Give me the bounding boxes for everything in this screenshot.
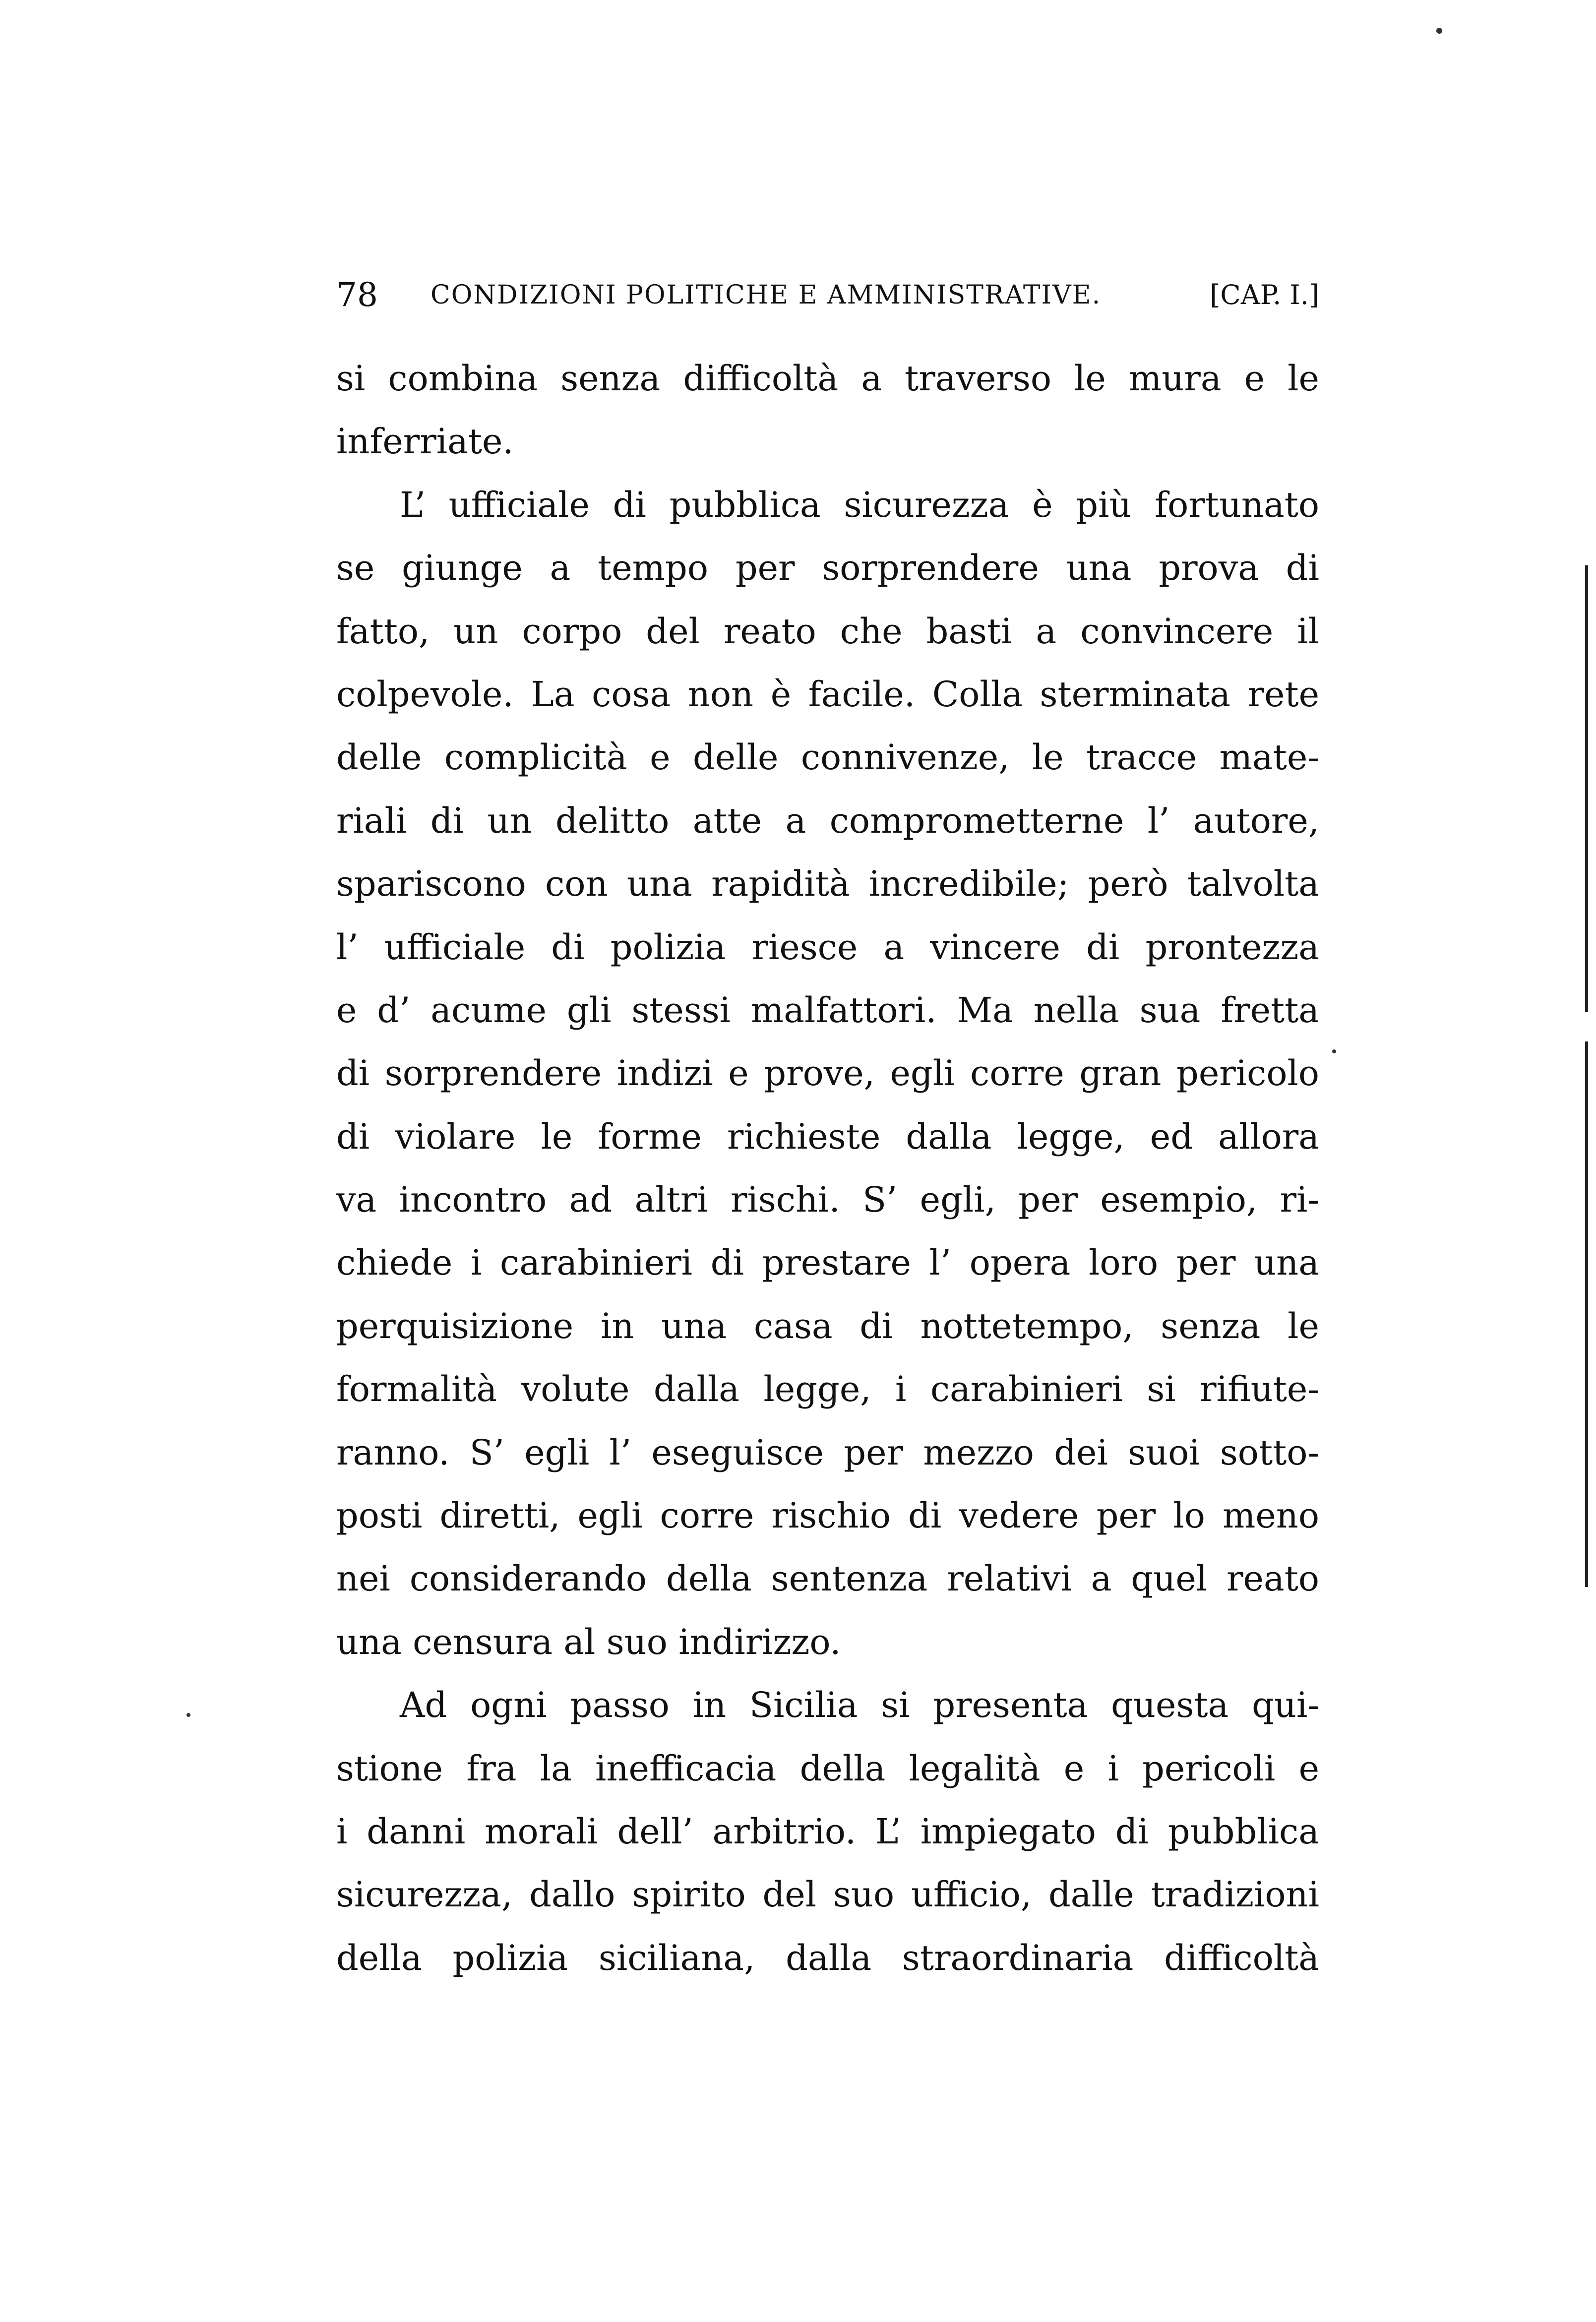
text-line: perquisizione in una casa di nottetempo, senza le (336, 1305, 1319, 1346)
text-line: va incontro ad altri rischi. S’ egli, per esempio, ri- (336, 1179, 1319, 1221)
page-number: 78 (336, 276, 378, 314)
scan-edge-shadow (1585, 1041, 1588, 1587)
chapter-label: [CAP. I.] (1210, 279, 1319, 310)
text-line: di violare le forme richieste dalla legge, ed allora (336, 1116, 1319, 1157)
text-line: si combina senza difficoltà a traverso le mura e le (336, 358, 1319, 399)
text-line: delle complicità e delle connivenze, le tracce mate- (336, 737, 1319, 778)
text-line: nei considerando della sentenza relativi a quel reato (336, 1558, 1319, 1599)
scan-speck (186, 1713, 190, 1717)
text-line: Ad ogni passo in Sicilia si presenta questa qui- (400, 1685, 1319, 1726)
text-line: e d’ acume gli stessi malfattori. Ma nella sua fretta (336, 989, 1319, 1031)
text-line: L’ ufficiale di pubblica sicurezza è più fortunato (400, 484, 1319, 525)
text-line: l’ ufficiale di polizia riesce a vincere di prontezza (336, 926, 1319, 968)
text-line: sicurezza, dallo spirito del suo ufficio, dalle tradizioni (336, 1874, 1319, 1915)
text-line: posti diretti, egli corre rischio di vedere per lo meno (336, 1495, 1319, 1536)
text-line: fatto, un corpo del reato che basti a convincere il (336, 611, 1319, 652)
text-line: spariscono con una rapidità incredibile; però talvolta (336, 863, 1319, 905)
text-line: ranno. S’ egli l’ eseguisce per mezzo dei suoi sotto- (336, 1432, 1319, 1473)
scan-edge-shadow (1585, 565, 1588, 1012)
text-line: di sorprendere indizi e prove, egli corre gran pericolo (336, 1053, 1319, 1094)
text-line: chiede i carabinieri di prestare l’ opera loro per una (336, 1242, 1319, 1283)
text-line: stione fra la inefficacia della legalità e i pericoli e (336, 1748, 1319, 1789)
body-text (336, 347, 1319, 1990)
scan-speck (1332, 1049, 1336, 1053)
text-line: una censura al suo indirizzo. (336, 1621, 841, 1662)
running-title: CONDIZIONI POLITICHE E AMMINISTRATIVE. (430, 280, 1102, 310)
text-line: riali di un delitto atte a comprometterne l’ autore, (336, 800, 1319, 841)
text-line: della polizia siciliana, dalla straordinaria difficoltà (336, 1937, 1319, 1978)
text-line: i danni morali dell’ arbitrio. L’ impiegato di pubblica (336, 1811, 1319, 1852)
scan-speck (1436, 28, 1442, 34)
text-line: inferriate. (336, 421, 514, 462)
page-header (336, 268, 1319, 322)
text-line: se giunge a tempo per sorprendere una prova di (336, 548, 1319, 589)
text-line: formalità volute dalla legge, i carabinieri si rifiute- (336, 1369, 1319, 1410)
text-line: colpevole. La cosa non è facile. Colla sterminata rete (336, 673, 1319, 715)
